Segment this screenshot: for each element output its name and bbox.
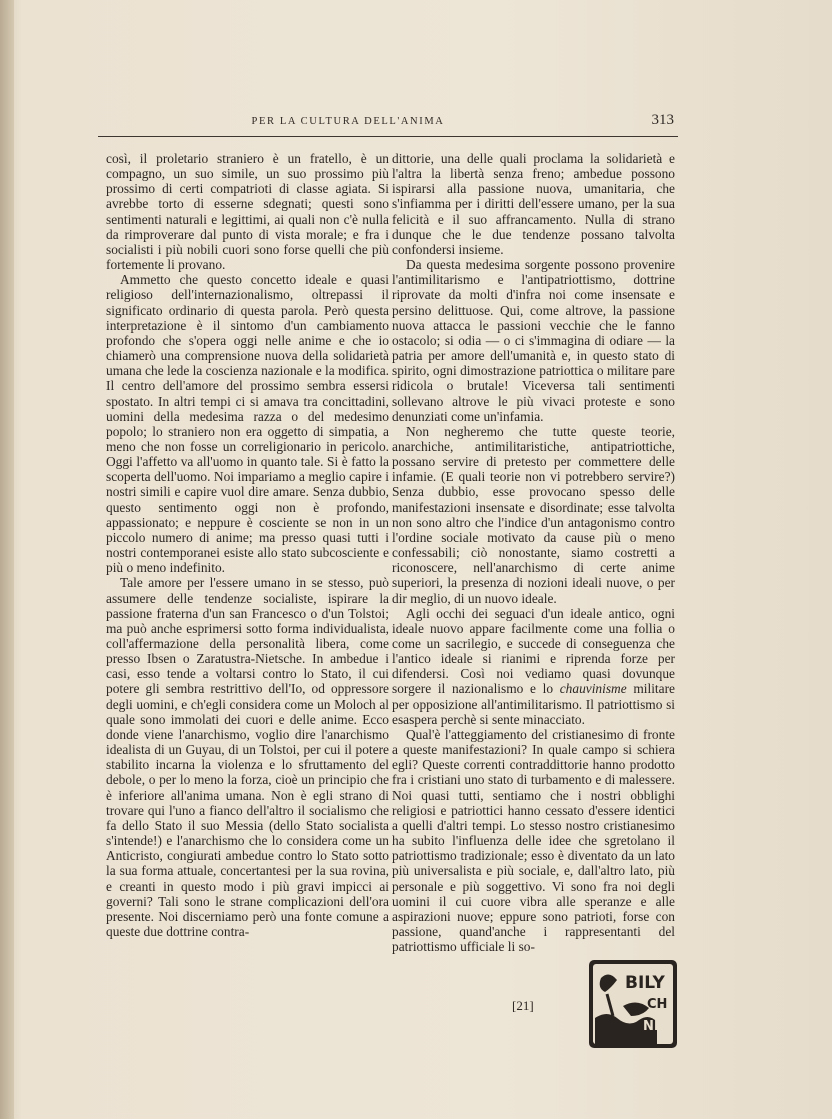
running-header bbox=[98, 112, 678, 137]
paragraph: Qual'è l'atteggiamento del cristianesimo di fronte a queste manifestazioni? In quale campo si schiera egli? Queste correnti contraddittorie hanno prodotto fra i cristiani uno stato di turbamento e di malessere. Noi quasi tutti, sentiamo che i nostri obblighi religiosi e patriottici hanno cessato d'essere identici a quelli d'altri tempi. Lo stesso nostro cristianesimo ha subito l'influenza delle idee che sgretolano il patriottismo tradizionale; esso è diventato da un lato più universalista e più sociale, e, dall'altro lato, più personale e più soggettivo. Vi sono fra noi degli uomini il cui cuore vibra alle speranze e alle aspirazioni nuove; eppure sono patrioti, forse con passione, quand'anche i rappresentanti del patriottismo ufficiale li so- bbox=[392, 726, 675, 955]
paragraph: dittorie, una delle quali proclama la solidarietà e l'altra la libertà senza freno; ambedue possono ispirarsi alla passione nuova, umanitaria, che s'infiamma per i diritti dell'essere umano, per la sua felicità e il suo affrancamento. Nulla di strano dunque che le due tendenze possano talvolta confondersi insieme. bbox=[392, 151, 675, 257]
paragraph: Ammetto che questo concetto ideale e quasi religioso dell'internazionalismo, oltrepassi il significato ordinario di questa parola. Però questa interpretazione è il sintomo d'un cambiamento profondo che s'opera oggi nelle anime e che io chiamerò una comprensione nuova della solidarietà umana che lede la coscienza nazionale e la modifica. Il centro dell'amore del prossimo sembra essersi spostato. In altri tempi ci si amava tra concittadini, uomini della medesima razza o del medesimo popolo; lo straniero non era oggetto di simpatia, a meno che non fosse un correligionario in pericolo. Oggi l'affetto va all'uomo in quanto tale. Si è fatto la scoperta dell'uomo. Noi impariamo a meglio capire i nostri simili e capire vuol dire amare. Senza dubbio, questo sentimento oggi non è profondo, appassionato; e neppure è cosciente se non in un piccolo numero di anime; ma presso quasi tutti i nostri contemporanei esiste allo stato subcosciente e più o meno indefinito. bbox=[106, 272, 389, 576]
bilychnis-emblem-icon bbox=[587, 958, 679, 1050]
right-column bbox=[392, 151, 675, 955]
paragraph: Da questa medesima sorgente possono provenire l'antimilitarismo e l'antipatriottismo, dottrine riprovate da molti d'infra noi come insensate e persino delittuose. Qui, come altrove, la passione nuova attacca le passioni vecchie che le fanno ostacolo; si odia — o ci s'immagina di odiare — la patria per amore dell'umanità e, in questo stato di spirito, ogni dimostrazione patriottica o militare pare ridicola o brutale! Viceversa tali sentimenti sollevano altrove le più vivaci proteste e sono denunziati come un'infamia. bbox=[392, 257, 675, 424]
italic-term: chauvinisme bbox=[559, 681, 627, 697]
emblem-letters-bottom: NIS bbox=[643, 1019, 669, 1034]
paragraph bbox=[392, 606, 675, 727]
emblem-letters-top: BILY bbox=[625, 973, 665, 993]
paragraph: Non negheremo che tutte queste teorie, anarchiche, antimilitaristiche, antipatriottiche, possano servire di pretesto per commettere delle infamie. (E quali teorie non vi potrebbero servire?) Senza dubbio, esse provocano spesso delle manifestazioni insensate e disordinate; esse talvolta non sono altro che l'indice d'un antagonismo contro l'ordine sociale motivato da cause più o meno confessabili; ciò nonostante, siamo costretti a riconoscere, nell'anarchismo di certe anime superiori, la presenza di nozioni ideali nuove, o per dir meglio, di un nuovo ideale. bbox=[392, 423, 675, 606]
running-title: PER LA CULTURA DELL'ANIMA bbox=[251, 116, 445, 127]
page-number: 313 bbox=[651, 112, 674, 128]
left-column bbox=[106, 151, 389, 939]
paragraph-text: Agli occhi dei seguaci d'un ideale antico, ogni ideale nuovo appare facilmente come una follia o come un sacrilegio, e succede di conseguenza che l'antico ideale si rianimi e riprenda forze per difendersi. Così noi vediamo quasi dovunque sorgere il nazionalismo e lo bbox=[392, 605, 675, 697]
folio-number: [21] bbox=[512, 998, 534, 1013]
book-binding-shadow bbox=[0, 0, 14, 1119]
emblem-letters-side: CH bbox=[647, 997, 668, 1012]
paragraph-text: militare per opposizione all'antimilitarismo. Il patriottismo si esaspera perchè si sente minacciato. bbox=[392, 681, 675, 727]
paragraph: così, il proletario straniero è un fratello, è un compagno, un suo simile, un suo prossimo più prossimo di certi compatrioti di classe agiata. Si avrebbe torto di esserne sdegnati; questi sono sentimenti naturali e legittimi, ai quali non c'è nulla da rimproverare dal punto di vista morale; e fra i socialisti i più nobili cuori sono forse quelli che più fortemente li provano. bbox=[106, 151, 389, 273]
paragraph: Tale amore per l'essere umano in se stesso, può assumere delle tendenze socialiste, ispirare la passione fraterna d'un san Francesco o d'un Tolstoi; ma può anche esprimersi sotto forma individualista, coll'affermazione della personalità libera, come presso Ibsen o Zaratustra-Nietsche. In ambedue i casi, esso tende a voltarsi contro lo Stato, il cui potere gli sembra restrittivo dell'Io, od oppressore degli uomini, e ch'egli considera come un Moloch al quale sono immolati dei cuori e delle anime. Ecco donde viene l'anarchismo, voglio dire l'anarchismo idealista di un Guyau, di un Tolstoi, per cui il potere stabilito incarna la violenza e lo sfruttamento del debole, o per lo meno la forza, cioè un principio che è inferiore all'anima umana. Non è egli strano di trovare qui l'uno a fianco dell'altro il socialismo che fa dello Stato il suo Messia (dello Stato socialista s'intende!) e l'anarchismo che lo considera come un Anticristo, congiurati ambedue contro lo Stato sotto la sua forma attuale, concertantesi per la sua rovina, e creanti in questo modo i più gravi impicci ai governi? Tali sono le strane complicazioni dell'ora presente. Noi discerniamo però una fonte comune a queste due dottrine contra- bbox=[106, 575, 389, 939]
